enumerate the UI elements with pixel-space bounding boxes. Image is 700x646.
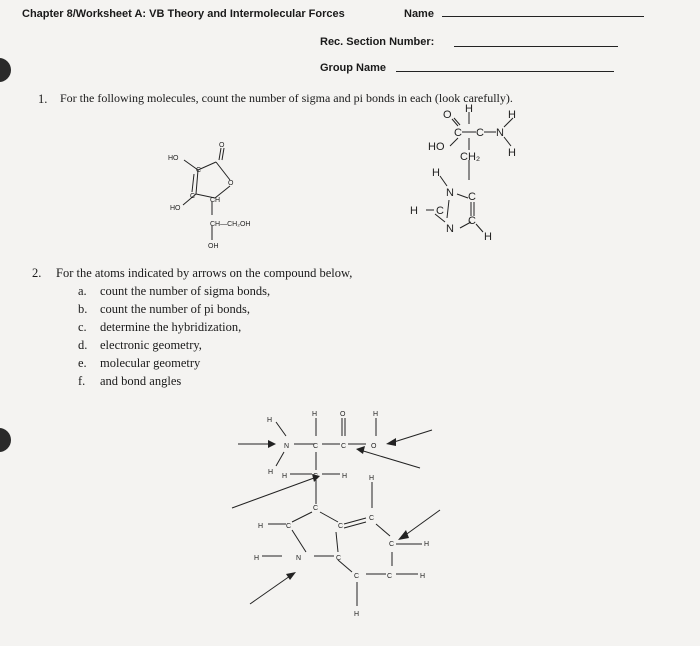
atom-label: HO xyxy=(428,141,445,153)
atom-label: N xyxy=(446,187,454,199)
atom-label: H xyxy=(508,109,516,121)
atom-label: H xyxy=(342,473,348,480)
q2-item-letter: d. xyxy=(78,338,88,352)
atom-label: H xyxy=(373,411,379,418)
atom-label: HO xyxy=(170,205,181,212)
q2-item-text: electronic geometry, xyxy=(100,338,202,352)
atom-label: C xyxy=(338,523,344,530)
question-1-number: 1. xyxy=(38,92,48,106)
atom-label: C xyxy=(476,127,484,139)
atom-label: C xyxy=(341,443,347,450)
atom-label: C xyxy=(196,167,202,174)
worksheet-title: Chapter 8/Worksheet A: VB Theory and Intermolecular Forces xyxy=(22,8,345,20)
atom-label: C xyxy=(313,473,319,480)
atom-label: C xyxy=(286,523,292,530)
atom-label: C xyxy=(387,573,393,580)
q2-item-letter: c. xyxy=(78,320,87,334)
question-2-text: For the atoms indicated by arrows on the compound below, xyxy=(56,266,353,280)
atom-label: C xyxy=(369,515,375,522)
atom-label: C xyxy=(313,505,319,512)
indicator-arrows xyxy=(232,430,440,604)
atom-label: H xyxy=(267,417,273,424)
q2-item-text: and bond angles xyxy=(100,374,182,388)
atom-label: O xyxy=(340,411,346,418)
atom-label: O xyxy=(371,443,377,450)
atom-label: O xyxy=(219,142,225,149)
q2-item-letter: e. xyxy=(78,356,87,370)
atom-label: O xyxy=(443,109,452,121)
atom-label: H xyxy=(258,523,264,530)
atom-label: H xyxy=(254,555,260,562)
section-label: Rec. Section Number: xyxy=(320,36,435,48)
group-label: Group Name xyxy=(320,62,387,74)
atom-label: H xyxy=(268,469,274,476)
atom-label: H xyxy=(420,573,426,580)
q2-item-text: count the number of sigma bonds, xyxy=(100,284,271,298)
atom-label: CH—CH₂OH xyxy=(210,221,251,228)
atom-label: C xyxy=(436,205,444,217)
atom-label: C xyxy=(454,127,462,139)
atom-label: C xyxy=(468,191,476,203)
q2-item-text: determine the hybridization, xyxy=(100,320,242,334)
atom-label: H xyxy=(424,541,430,548)
atom-label: C xyxy=(468,215,476,227)
q2-item-text: count the number of pi bonds, xyxy=(100,302,250,316)
atom-label: C xyxy=(190,193,196,200)
name-label: Name xyxy=(404,8,434,20)
atom-label: C xyxy=(313,443,319,450)
atom-label: H xyxy=(354,611,360,618)
atom-label: C xyxy=(354,573,360,580)
q2-item-text: molecular geometry xyxy=(100,356,201,370)
atom-label: N xyxy=(446,223,454,235)
atom-label: C xyxy=(336,555,342,562)
atom-label: H xyxy=(484,231,492,243)
question-1-text: For the following molecules, count the number of sigma and pi bonds in each (look carefully). xyxy=(60,91,513,105)
atom-label: C xyxy=(389,541,395,548)
atom-label: H xyxy=(410,205,418,217)
atom-label: H xyxy=(465,103,473,115)
atom-label: N xyxy=(496,127,504,139)
atom-label: H xyxy=(282,473,288,480)
atom-label: CH₂ xyxy=(460,151,481,163)
atom-label: OH xyxy=(208,243,219,250)
atom-label: N xyxy=(296,555,302,562)
q2-item-letter: b. xyxy=(78,302,88,316)
atom-label: N xyxy=(284,443,290,450)
atom-label: H xyxy=(432,167,440,179)
atom-label: CH xyxy=(210,197,221,204)
atom-label: H xyxy=(508,147,516,159)
atom-label: H xyxy=(369,475,375,482)
atom-label: H xyxy=(312,411,318,418)
atom-label: HO xyxy=(168,155,179,162)
question-2-number: 2. xyxy=(32,266,42,280)
atom-label: O xyxy=(228,180,234,187)
q2-item-letter: a. xyxy=(78,284,87,298)
q2-item-letter: f. xyxy=(78,374,86,388)
